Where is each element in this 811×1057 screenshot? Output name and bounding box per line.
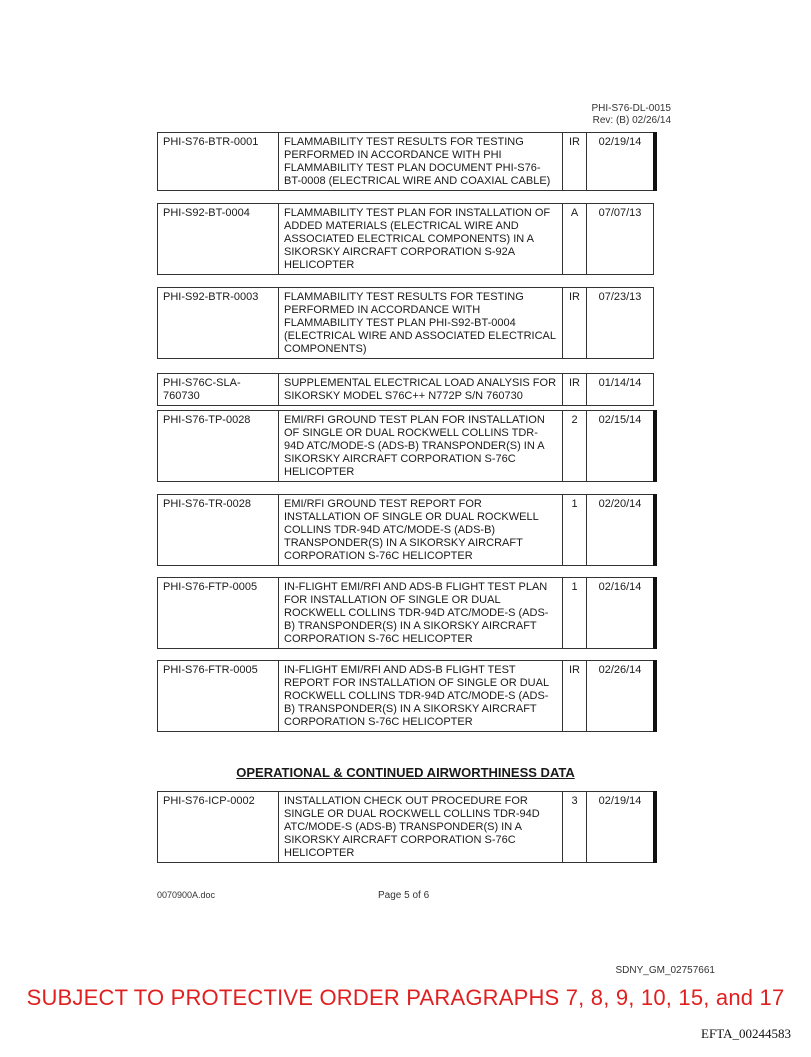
entry-rev: 3 [563, 792, 587, 863]
entry-rev: A [563, 204, 587, 275]
table-row [158, 661, 656, 732]
entry-id: PHI-S76C-SLA-760730 [158, 374, 279, 406]
doc-entry-table [157, 660, 657, 732]
entry-rev: 1 [563, 495, 587, 566]
doc-number: PHI-S76-DL-0015 [591, 103, 671, 114]
table-row [158, 411, 656, 482]
entry-id: PHI-S76-TP-0028 [158, 411, 279, 482]
table-row [158, 288, 654, 359]
doc-entry-table [157, 410, 657, 482]
table-row [158, 204, 654, 275]
entry-date: 02/26/14 [587, 661, 656, 732]
footer-page-number: Page 5 of 6 [378, 890, 430, 901]
doc-entry-table [157, 373, 654, 406]
entry-title: IN-FLIGHT EMI/RFI AND ADS-B FLIGHT TEST REPORT FOR INSTALLATION OF SINGLE OR DUAL ROCKWELL COLLINS TDR-94D ATC/MODE-S (ADS-B) TRANSPONDER(S) IN A SIKORSKY AIRCRAFT CORPORATION S-76C HELICOPTER [279, 661, 563, 732]
entry-id: PHI-S76-FTR-0005 [158, 661, 279, 732]
entry-date: 02/15/14 [587, 411, 656, 482]
entry-title: IN-FLIGHT EMI/RFI AND ADS-B FLIGHT TEST PLAN FOR INSTALLATION OF SINGLE OR DUAL ROCKWELL COLLINS TDR-94D ATC/MODE-S (ADS-B) TRANSPONDER(S) IN A SIKORSKY AIRCRAFT CORPORATION S-76C HELICOPTER [279, 578, 563, 649]
entry-date: 02/16/14 [587, 578, 656, 649]
entry-id: PHI-S92-BT-0004 [158, 204, 279, 275]
entry-rev: IR [563, 661, 587, 732]
entry-id: PHI-S92-BTR-0003 [158, 288, 279, 359]
doc-entry-table [157, 203, 654, 275]
entry-title: EMI/RFI GROUND TEST REPORT FOR INSTALLATION OF SINGLE OR DUAL ROCKWELL COLLINS TDR-94D ATC/MODE-S (ADS-B) TRANSPONDER(S) IN A SIKORSKY AIRCRAFT CORPORATION S-76C HELICOPTER [279, 495, 563, 566]
entry-id: PHI-S76-TR-0028 [158, 495, 279, 566]
footer-filename: 0070900A.doc [157, 890, 216, 900]
table-row [158, 578, 656, 649]
entry-date: 02/20/14 [587, 495, 656, 566]
entry-id: PHI-S76-ICP-0002 [158, 792, 279, 863]
entry-title: SUPPLEMENTAL ELECTRICAL LOAD ANALYSIS FOR SIKORSKY MODEL S76C++ N772P S/N 760730 [279, 374, 563, 406]
entry-title: EMI/RFI GROUND TEST PLAN FOR INSTALLATION OF SINGLE OR DUAL ROCKWELL COLLINS TDR-94D ATC/MODE-S (ADS-B) TRANSPONDER(S) IN A SIKORSKY AIRCRAFT CORPORATION S-76C HELICOPTER [279, 411, 563, 482]
entry-title: FLAMMABILITY TEST RESULTS FOR TESTING PERFORMED IN ACCORDANCE WITH FLAMMABILITY TEST PLAN PHI-S92-BT-0004 (ELECTRICAL WIRE AND ASSOCIATED ELECTRICAL COMPONENTS) [279, 288, 563, 359]
table-row [158, 495, 656, 566]
doc-entry-table [157, 287, 654, 359]
entry-id: PHI-S76-FTP-0005 [158, 578, 279, 649]
doc-entry-table [157, 132, 657, 191]
entry-date: 02/19/14 [587, 792, 656, 863]
entry-rev: IR [563, 133, 587, 191]
doc-entry-table [157, 791, 657, 863]
table-row [158, 133, 656, 191]
entry-date: 02/19/14 [587, 133, 656, 191]
entry-title: INSTALLATION CHECK OUT PROCEDURE FOR SINGLE OR DUAL ROCKWELL COLLINS TDR-94D ATC/MODE-S (ADS-B) TRANSPONDER(S) IN A SIKORSKY AIRCRAFT CORPORATION S-76C HELICOPTER [279, 792, 563, 863]
doc-entry-table [157, 494, 657, 566]
entry-date: 07/23/13 [587, 288, 654, 359]
entry-rev: IR [563, 374, 587, 406]
entry-title: FLAMMABILITY TEST RESULTS FOR TESTING PERFORMED IN ACCORDANCE WITH PHI FLAMMABILITY TEST PLAN DOCUMENT PHI-S76-BT-0008 (ELECTRICAL WIRE AND COAXIAL CABLE) [279, 133, 563, 191]
bates-number: SDNY_GM_02757661 [615, 965, 715, 976]
entry-title: FLAMMABILITY TEST PLAN FOR INSTALLATION OF ADDED MATERIALS (ELECTRICAL WIRE AND ASSOCIATED ELECTRICAL COMPONENTS) IN A SIKORSKY AIRCRAFT CORPORATION S-92A HELICOPTER [279, 204, 563, 275]
doc-revision: Rev: (B) 02/26/14 [592, 115, 671, 126]
entry-rev: 2 [563, 411, 587, 482]
entry-rev: IR [563, 288, 587, 359]
table-row [158, 374, 654, 406]
protective-order-stamp: SUBJECT TO PROTECTIVE ORDER PARAGRAPHS 7, 8, 9, 10, 15, and 17 [26, 985, 785, 1010]
entry-date: 01/14/14 [587, 374, 654, 406]
doc-entry-table [157, 577, 657, 649]
efta-number: EFTA_00244583 [701, 1026, 791, 1041]
entry-rev: 1 [563, 578, 587, 649]
table-row [158, 792, 656, 863]
document-reference [592, 103, 671, 127]
entry-id: PHI-S76-BTR-0001 [158, 133, 279, 191]
section-heading: OPERATIONAL & CONTINUED AIRWORTHINESS DATA [236, 765, 575, 780]
entry-date: 07/07/13 [587, 204, 654, 275]
